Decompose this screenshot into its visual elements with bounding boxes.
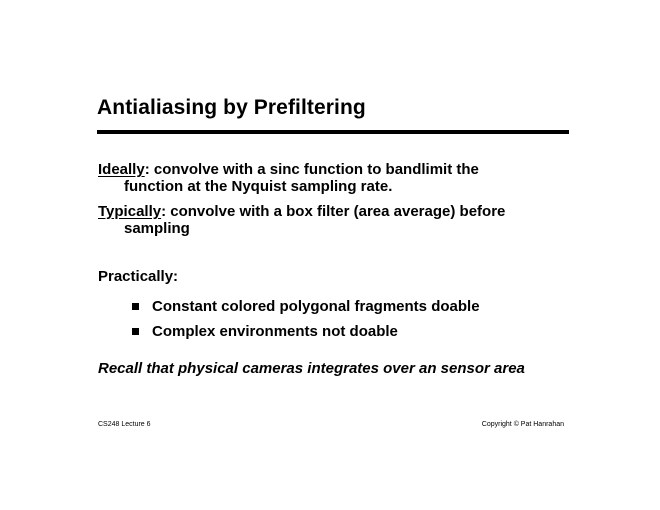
- recall-note: Recall that physical cameras integrates over an sensor area: [98, 360, 525, 377]
- bullet-list: [132, 294, 480, 344]
- bullet-text: Complex environments not doable: [152, 323, 398, 340]
- title-rule: [97, 130, 569, 134]
- square-bullet-icon: [132, 303, 139, 310]
- paragraph-ideally-line1: [98, 161, 479, 178]
- term-typically: Typically: [98, 203, 162, 220]
- square-bullet-icon: [132, 328, 139, 335]
- footer-copyright: Copyright © Pat Hanrahan: [481, 421, 564, 428]
- list-item: [132, 319, 480, 344]
- list-item: [132, 294, 480, 319]
- footer-course: CS248 Lecture 6: [98, 421, 151, 428]
- practically-heading: Practically:: [98, 268, 179, 285]
- paragraph-ideally-line2: function at the Nyquist sampling rate.: [124, 178, 393, 195]
- paragraph-typically: [98, 203, 505, 237]
- paragraph-ideally: [98, 161, 479, 195]
- bullet-text: Constant colored polygonal fragments doable: [152, 298, 480, 315]
- slide-title: Antialiasing by Prefiltering: [97, 96, 366, 119]
- paragraph-typically-line1: [98, 203, 505, 220]
- term-ideally: Ideally: [98, 161, 145, 178]
- paragraph-typically-text: : convolve with a box filter (area average) before: [161, 203, 506, 220]
- paragraph-ideally-text: : convolve with a sinc function to bandlimit the: [144, 161, 479, 178]
- paragraph-typically-line2: sampling: [124, 220, 190, 237]
